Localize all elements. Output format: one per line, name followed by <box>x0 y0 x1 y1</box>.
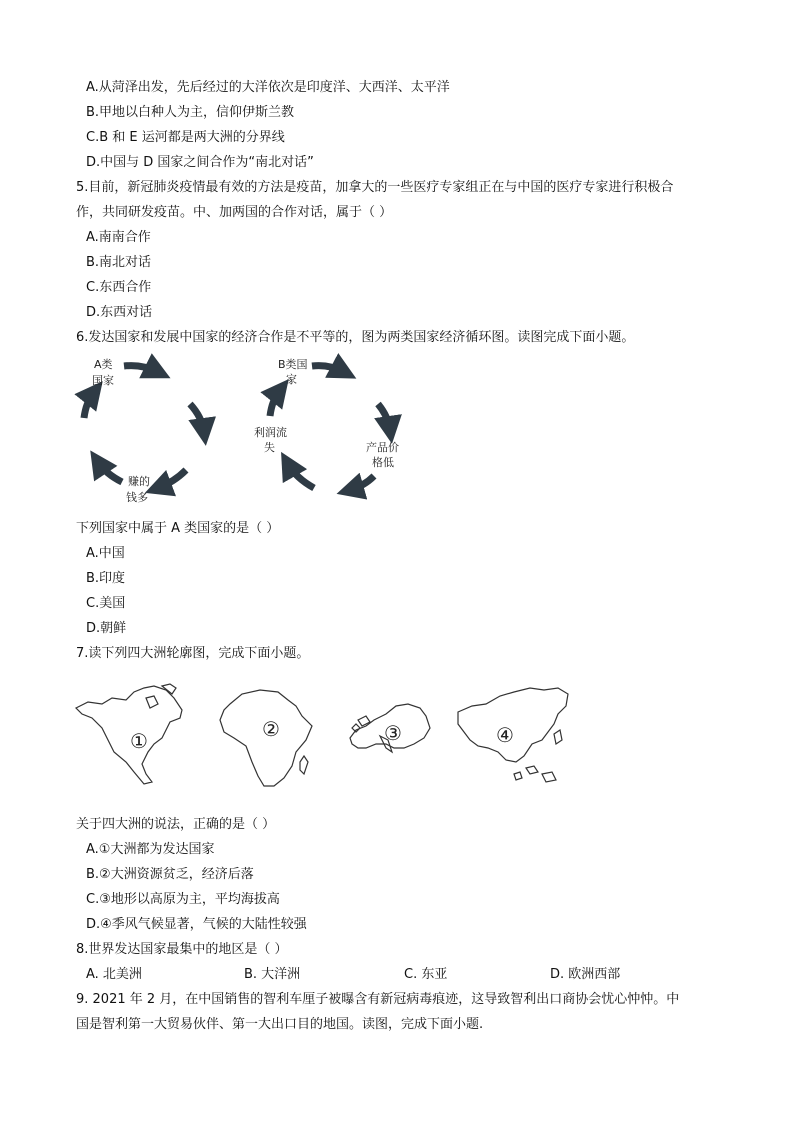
arrow-icon <box>312 366 344 372</box>
q8-stem: 8.世界发达国家最集中的地区是（ ） <box>76 942 288 957</box>
q8-option-c: C. 东亚 <box>404 967 448 982</box>
q7-option-b: B.②大洲资源贫乏，经济后落 <box>86 867 254 882</box>
q5-option-d: D.东西对话 <box>86 305 153 320</box>
arrow-icon <box>378 404 390 430</box>
q9-stem-line2: 国是智利第一大贸易伙伴、第一大出口目的地国。读图，完成下面小题. <box>76 1017 484 1032</box>
b-label-line1: B类国 <box>278 358 308 371</box>
map-label-3: ③ <box>384 721 402 745</box>
north-america-outline <box>76 686 182 784</box>
q4-option-c: C.B 和 E 运河都是两大洲的分界线 <box>86 130 285 145</box>
q8-option-d: D. 欧洲西部 <box>550 967 621 982</box>
q7-option-a: A.①大洲都为发达国家 <box>86 842 215 857</box>
q5-option-a: A.南南合作 <box>86 230 151 245</box>
q7-option-d: D.④季风气候显著，气候的大陆性较强 <box>86 917 307 932</box>
q6-stem: 6.发达国家和发展中国家的经济合作是不平等的，图为两类国家经济循环图。读图完成下面小题。 <box>76 330 635 345</box>
a-label-line2: 国家 <box>92 374 114 387</box>
cycle-a <box>84 357 204 504</box>
arrow-icon <box>190 404 204 432</box>
arrow-icon <box>98 462 122 482</box>
arrow-icon <box>288 464 314 488</box>
b-left-line2: 失 <box>264 441 275 454</box>
b-label-line2: 家 <box>286 373 297 386</box>
q6-option-b: B.印度 <box>86 571 126 586</box>
b-right-line1: 产品价 <box>366 441 399 454</box>
map-label-2: ② <box>262 717 280 741</box>
q7-stem: 7.读下列四大洲轮廓图，完成下面小题。 <box>76 646 310 661</box>
q4-option-b: B.甲地以白种人为主，信仰伊斯兰教 <box>86 105 295 120</box>
q8-option-b: B. 大洋洲 <box>244 967 301 982</box>
arrow-icon <box>270 390 280 416</box>
a-bottom-line2: 钱多 <box>126 491 148 504</box>
q5-stem-line2: 作，共同研发疫苗。中、加两国的合作对话，属于（ ） <box>76 205 393 220</box>
q8-option-a: A. 北美洲 <box>86 967 142 982</box>
arrow-icon <box>350 476 374 490</box>
q6-question: 下列国家中属于 A 类国家的是（ ） <box>76 521 280 536</box>
q7-question: 关于四大洲的说法，正确的是（ ） <box>76 817 276 832</box>
map-label-1: ① <box>130 729 148 753</box>
q4-option-d: D.中国与 D 国家之间合作为“南北对话” <box>86 155 314 170</box>
b-right-line2: 格低 <box>372 456 394 469</box>
map-label-4: ④ <box>496 723 514 747</box>
q6-option-d: D.朝鲜 <box>86 621 127 636</box>
a-label-line1: A类 <box>94 358 113 371</box>
q9-stem-line1: 9. 2021 年 2 月，在中国销售的智利车厘子被曝含有新冠病毒痕迹，这导致智利出口商协会忧心忡忡。中 <box>76 992 680 1007</box>
q5-stem-line1: 5.目前，新冠肺炎疫情最有效的方法是疫苗，加拿大的一些医疗专家组正在与中国的医疗专家进行积极合 <box>76 180 674 195</box>
q5-option-b: B.南北对话 <box>86 255 152 270</box>
q5-option-c: C.东西合作 <box>86 280 152 295</box>
q4-option-a: A.从菏泽出发，先后经过的大洋依次是印度洋、大西洋、太平洋 <box>86 80 450 95</box>
a-bottom-line1: 赚的 <box>128 475 150 488</box>
b-left-line1: 利润流 <box>254 426 287 439</box>
arrow-icon <box>124 366 158 372</box>
q6-option-a: A.中国 <box>86 546 125 561</box>
cycle-b <box>254 357 399 490</box>
arrow-icon <box>158 470 186 488</box>
q7-option-c: C.③地形以高原为主，平均海拔高 <box>86 892 280 907</box>
arrow-icon <box>84 392 94 418</box>
continent-outline-maps <box>74 682 574 804</box>
q6-option-c: C.美国 <box>86 596 126 611</box>
economic-cycle-diagram <box>74 352 414 512</box>
q8-options-row <box>86 966 706 984</box>
